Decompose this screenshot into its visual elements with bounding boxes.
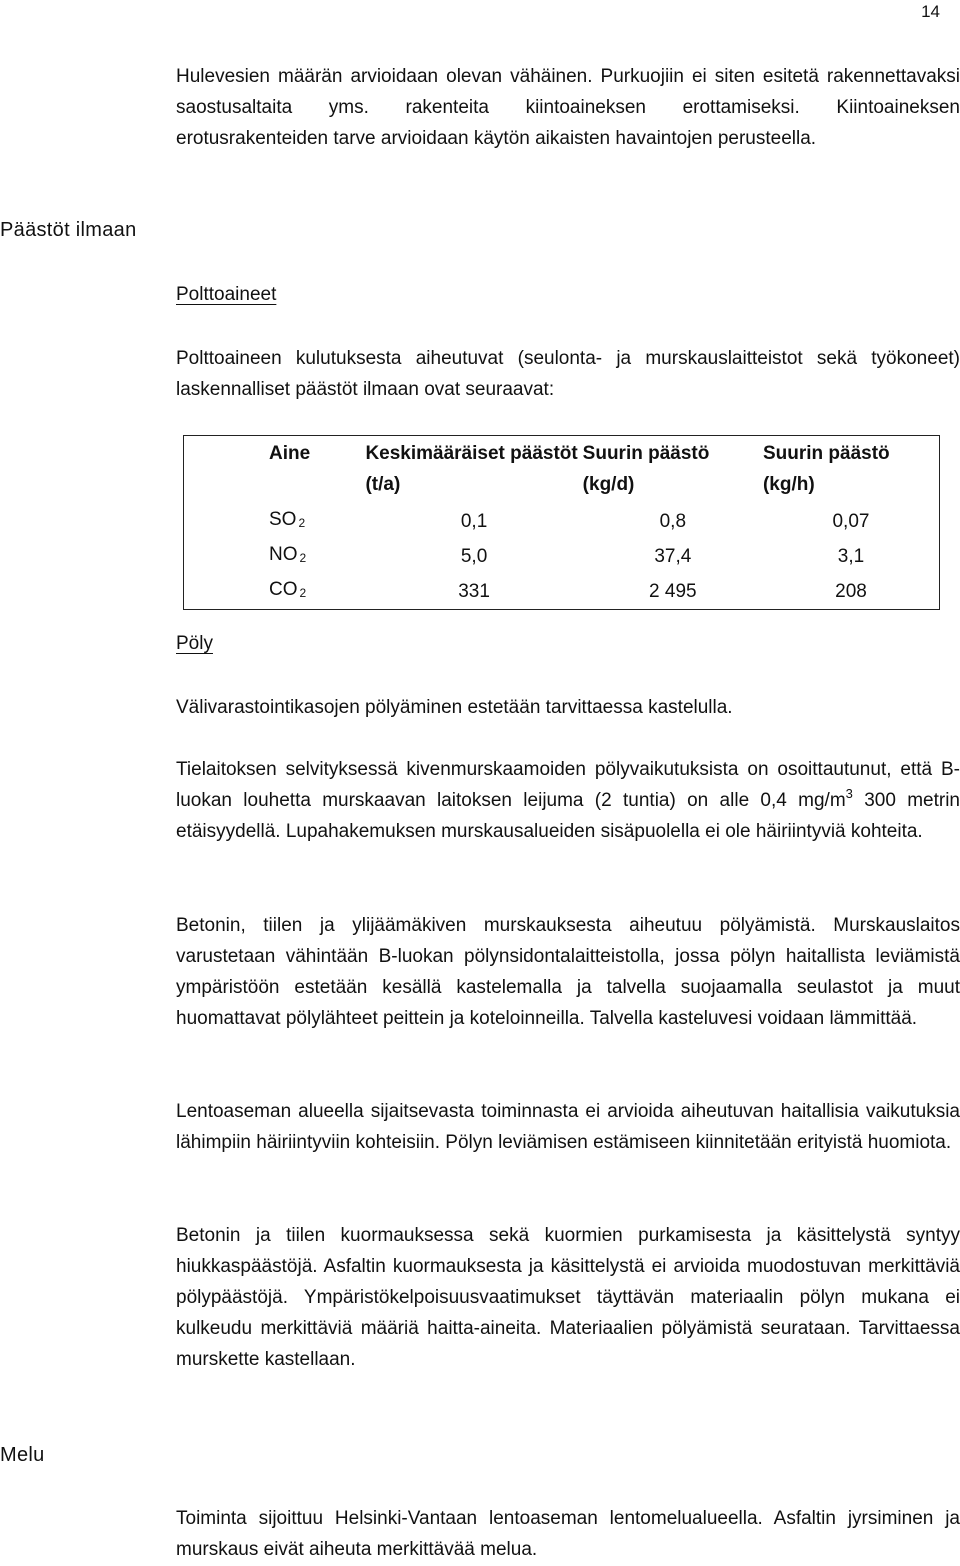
max-day-cell: 37,4	[654, 546, 692, 567]
average-cell: 5,0	[460, 546, 488, 567]
header-max-per-hour: Suurin päästö (kg/h)	[762, 443, 890, 495]
substance-cell: SO $_2$	[269, 509, 306, 530]
dust-paragraph-5: Betonin ja tiilen kuormauksessa sekä kuormien purkamisesta ja käsittelystä syntyy hiukkaspäästöjä. Asfaltin kuormauksesta ja käsittelystä ei arvioida muodostuvan merkittäviä pölypäästöjä. Ympäristökelpoisuusvaatimukset täyttävän materiaalin pölyn mukana ei kulkeudu merkittäviä määriä haitta-aineita. Materiaalien pölyämistä seurataan. Tarvittaessa murskette kastellaan.	[176, 1225, 960, 1370]
header-average-emissions: Keskimääräiset päästöt (t/a)	[365, 443, 578, 495]
fuels-paragraph: Polttoaineen kulutuksesta aiheutuvat (seulonta- ja murskauslaitteistot sekä työkoneet) laskennalliset päästöt ilmaan ovat seuraavat:	[176, 348, 960, 400]
substance-cell: NO $_2$	[269, 544, 307, 565]
page-number: 14	[921, 2, 940, 21]
max-hour-cell: 208	[835, 581, 867, 602]
max-day-cell: 0,8	[659, 511, 687, 532]
header-max-per-day: Suurin päästö (kg/d)	[582, 443, 710, 495]
max-hour-cell: 0,07	[832, 511, 870, 532]
emissions-table	[183, 435, 940, 610]
table-header-row	[184, 436, 940, 505]
table-row	[184, 504, 940, 539]
table-row	[184, 574, 940, 610]
dust-paragraph-3: Betonin, tiilen ja ylijäämäkiven murskauksesta aiheutuu pölyämistä. Murskauslaitos varustetaan vähintään B-luokan pölynsidontalaitteistolla, jossa pölyn haitallista leviämistä ympäristöön estetään kesällä kastelemalla ja talvella suojaamalla seulastot ja muut huomattavat pölylähteet peittein ja koteloinneilla. Talvella kasteluvesi voidaan lämmittää.	[176, 915, 960, 1029]
average-cell: 331	[458, 581, 490, 602]
dust-paragraph-4: Lentoaseman alueella sijaitsevasta toiminnasta ei arvioida aiheutuvan haitallisia vaikutuksia lähimpiin häiriintyviin kohteisiin. Pölyn leviämisen estämiseen kiinnitetään erityistä huomiota.	[176, 1101, 960, 1153]
section-label-noise: Melu	[0, 1444, 45, 1466]
header-substance: Aine	[269, 443, 311, 464]
noise-paragraph: Toiminta sijoittuu Helsinki-Vantaan lentoaseman lentomelualueella. Asfaltin jyrsiminen ja murskaus eivät aiheuta merkittävää melua.	[176, 1508, 960, 1560]
max-day-cell: 2 495	[649, 581, 697, 602]
dust-paragraph-2: Tielaitoksen selvityksessä kivenmurskaamoiden pölyvaikutuksista on osoittautunut, että B-luokan louhetta murskaavan laitoksen leijuma (2 tuntia) on alle 0,4 $mg/m^3$ 300 metrin etäisyydellä. Lupahakemuksen murskausalueiden sisäpuolella ei ole häiriintyviä kohteita.	[176, 759, 960, 842]
section-label-air-emissions: Päästöt ilmaan	[0, 219, 137, 241]
dust-heading: Pöly	[176, 633, 213, 654]
fuels-heading: Polttoaineet	[176, 284, 277, 305]
substance-cell: CO $_2$	[269, 579, 307, 600]
intro-paragraph: Hulevesien määrän arvioidaan olevan vähäinen. Purkuojiin ei siten esitetä rakennettavaksi saostusaltaita yms. rakenteita kiintoaineksen erottamiseksi. Kiintoaineksen erotusrakenteiden tarve arvioidaan käytön aikaisten havaintojen perusteella.	[176, 66, 960, 149]
max-hour-cell: 3,1	[837, 546, 865, 567]
average-cell: 0,1	[460, 511, 488, 532]
table-row	[184, 539, 940, 574]
dust-paragraph-1: Välivarastointikasojen pölyäminen estetään tarvittaessa kastelulla.	[176, 697, 733, 718]
